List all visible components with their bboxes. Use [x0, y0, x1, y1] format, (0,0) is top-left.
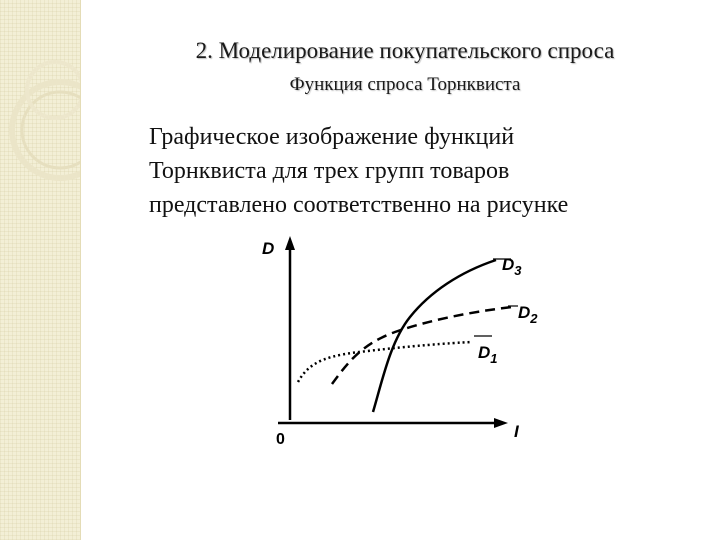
- y-axis-arrow: [285, 236, 295, 250]
- d1-label-letter: D: [478, 343, 491, 362]
- d2-label: [518, 303, 538, 326]
- body-line-1: Графическое изображение функций: [149, 124, 515, 150]
- x-axis-arrow: [494, 418, 508, 428]
- d3-label-sub: 3: [514, 263, 522, 278]
- decorative-rings-icon: [0, 0, 80, 540]
- y-axis-label: D: [262, 239, 275, 258]
- body-line-2: Торнквиста для трех групп товаров: [149, 158, 510, 184]
- d1-label: [478, 343, 498, 366]
- origin-label: 0: [276, 431, 285, 448]
- d3-label: [502, 255, 522, 278]
- slide-subtitle: Функция спроса Торнквиста: [289, 74, 521, 95]
- tornqvist-graph: [250, 232, 560, 452]
- body-paragraph: [149, 120, 709, 222]
- body-line-3: представлено соответственно на рисунке: [149, 192, 569, 218]
- x-axis-label: I: [514, 422, 519, 441]
- decorative-side-strip: [0, 0, 81, 540]
- d3-label-letter: D: [502, 255, 515, 274]
- d2-label-sub: 2: [530, 311, 538, 326]
- d1-label-sub: 1: [490, 351, 498, 366]
- curve-d1: [298, 342, 472, 382]
- d2-label-letter: D: [518, 303, 531, 322]
- slide-title: 2. Моделирование покупательского спроса: [195, 38, 615, 63]
